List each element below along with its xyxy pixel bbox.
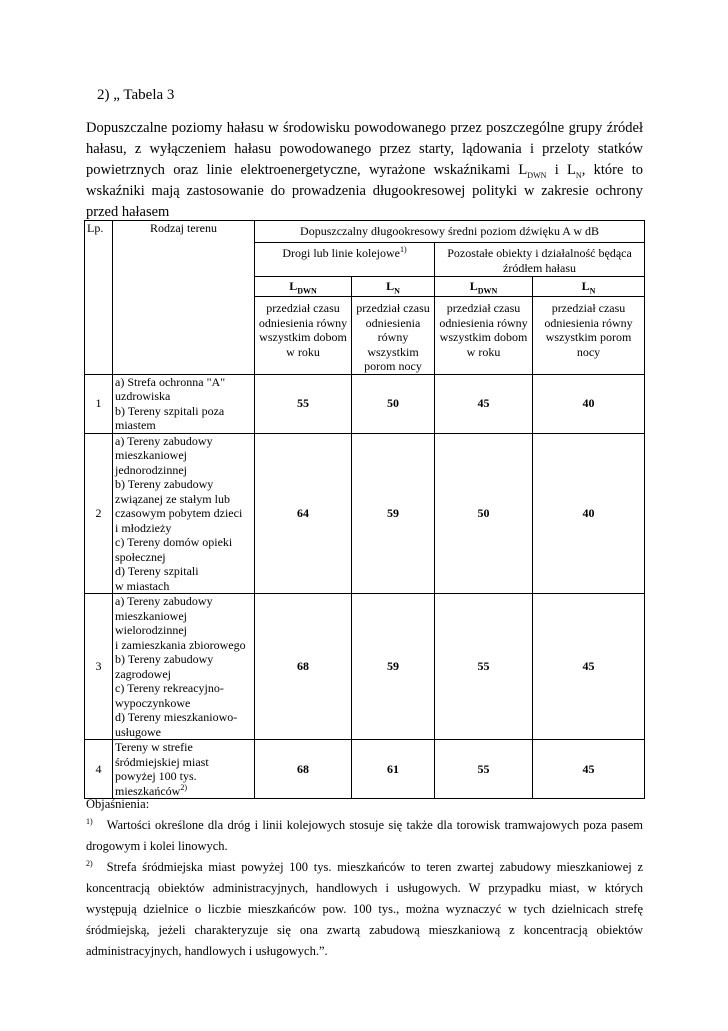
rodzaj-line: śródmiejskiej miast [115, 754, 209, 769]
value-ldwn-drogi: 68 [255, 740, 352, 799]
header-desc-dwn-1: przedział czasu odniesienia równy wszystkim dobom w roku [255, 297, 352, 375]
rodzaj-line: a) Tereny zabudowy [115, 433, 213, 448]
table-row [85, 433, 645, 594]
header-ldwn-2: $L_{DWN}$ [435, 277, 533, 297]
rodzaj-line: i zamieszkania zbiorowego [115, 637, 246, 652]
rodzaj-line: miastem [115, 418, 156, 432]
header-desc-n-2: przedział czasu odniesienia równy wszystkim porom nocy [533, 297, 645, 375]
row-lp: 2 [85, 433, 113, 594]
header-drogi: Drogi lub linie kolejowe$^{1)}$ [255, 243, 435, 277]
rodzaj-line: a) Strefa ochronna "A" [115, 374, 226, 389]
value-ldwn-pozostale: 55 [435, 740, 533, 799]
rodzaj-line: wypoczynkowe [115, 695, 191, 710]
rodzaj-line: społecznej [115, 549, 166, 564]
value-ln-drogi: 61 [352, 740, 435, 799]
header-ln-1: $L_N$ [352, 277, 435, 297]
value-ln-pozostale: 45 [533, 594, 645, 740]
rodzaj-line: powyżej 100 tys. [115, 769, 197, 783]
rodzaj-line: czasowym pobytem dzieci [115, 506, 243, 520]
value-ldwn-pozostale: 50 [435, 433, 533, 594]
noise-limits-table [84, 220, 645, 799]
rodzaj-line: d) Tereny szpitali [115, 564, 199, 578]
row-lp: 4 [85, 740, 113, 799]
header-pozostale: Pozostałe obiekty i działalność będąca źródłem hałasu [435, 243, 645, 277]
rodzaj-line: zagrodowej [115, 666, 171, 681]
value-ln-pozostale: 45 [533, 740, 645, 799]
rodzaj-line: usługowe [115, 724, 161, 739]
header-ldwn-1: $L_{DWN}$ [255, 277, 352, 297]
rodzaj-line: b) Tereny zabudowy [115, 477, 214, 491]
rodzaj-line: mieszkańców$^{2)}$ [115, 782, 187, 798]
rodzaj-line: c) Tereny rekreacyjno- [115, 681, 224, 695]
value-ln-drogi: 59 [352, 433, 435, 594]
value-ldwn-drogi: 64 [255, 433, 352, 594]
footnote-2: $^{2)}$ Strefa śródmiejska miast powyżej 100 tys. mieszkańców to teren zwartej zabudowy mieszkaniowej z koncentracją obiektów administracyjnych, handlowych i usługowych. W przypadku miast, w których występują dzielnice o liczbie mieszkańców pow. 100 tys., można wyznaczyć w tych dzielnicach strefę śródmiejską, jeżeli charakteryzuje się ona zwartą zabudową mieszkaniową z koncentracją obiektów administracyjnych, handlowych i usługowych.”. [86, 858, 643, 958]
rodzaj-line: c) Tereny domów opieki [115, 535, 233, 549]
rodzaj-line: w miastach [115, 578, 170, 593]
rodzaj-line: wielorodzinnej [115, 623, 187, 637]
row-lp: 3 [85, 594, 113, 740]
value-ldwn-pozostale: 55 [435, 594, 533, 740]
rodzaj-line: i młodzieży [115, 520, 172, 535]
header-desc-n-1: przedział czasu odniesienia równy wszystkim porom nocy [352, 297, 435, 375]
value-ln-drogi: 50 [352, 374, 435, 433]
value-ln-pozostale: 40 [533, 374, 645, 433]
rodzaj-line: a) Tereny zabudowy [115, 594, 213, 608]
rodzaj-line: związanej ze stałym lub [115, 491, 230, 506]
row-rodzaj [113, 740, 255, 799]
rodzaj-line: d) Tereny mieszkaniowo- [115, 710, 238, 724]
rodzaj-line: mieszkaniowej [115, 448, 187, 462]
header-desc-dwn-2: przedział czasu odniesienia równy wszystkim dobom w roku [435, 297, 533, 375]
rodzaj-line: Tereny w strefie [115, 740, 193, 754]
rodzaj-line: jednorodzinnej [115, 462, 187, 477]
row-rodzaj [113, 374, 255, 433]
value-ln-pozostale: 40 [533, 433, 645, 594]
row-rodzaj [113, 594, 255, 740]
table-caption: Dopuszczalne poziomy hałasu w środowisku powodowanego przez poszczególne grupy źródeł hałasu, z wyłączeniem hałasu powodowanego przez starty, lądowania i przeloty statków powietrznych oraz linie elektroenergetyczne, wyrażone wskaźnikami $L_{DWN}$ i $L_N$, które to wskaźniki mają zastosowanie do prowadzenia długookresowej polityki w zakresie ochrony przed hałasem [86, 120, 643, 220]
header-lp: Lp. [85, 221, 113, 375]
table-row [85, 594, 645, 740]
header-main: Dopuszczalny długookresowy średni poziom dźwięku A w dB [255, 221, 645, 243]
header-ln-2: $L_N$ [533, 277, 645, 297]
rodzaj-line: b) Tereny szpitali poza [115, 403, 225, 418]
table-heading: 2) „ Tabela 3 [97, 87, 175, 103]
footnote-1: $^{1)}$ Wartości określone dla dróg i linii kolejowych stosuje się także dla torowisk tramwajowych poza pasem drogowym i kolei linowych. [86, 816, 643, 853]
footnotes [86, 794, 643, 962]
rodzaj-line: b) Tereny zabudowy [115, 652, 214, 666]
table-row [85, 740, 645, 799]
value-ldwn-drogi: 68 [255, 594, 352, 740]
table-row [85, 374, 645, 433]
value-ln-drogi: 59 [352, 594, 435, 740]
row-lp: 1 [85, 374, 113, 433]
value-ldwn-pozostale: 45 [435, 374, 533, 433]
footnotes-title: Objaśnienia: [86, 797, 150, 811]
header-rodzaj-terenu: Rodzaj terenu [113, 221, 255, 375]
row-rodzaj [113, 433, 255, 594]
value-ldwn-drogi: 55 [255, 374, 352, 433]
rodzaj-line: mieszkaniowej [115, 608, 187, 623]
rodzaj-line: uzdrowiska [115, 389, 171, 403]
